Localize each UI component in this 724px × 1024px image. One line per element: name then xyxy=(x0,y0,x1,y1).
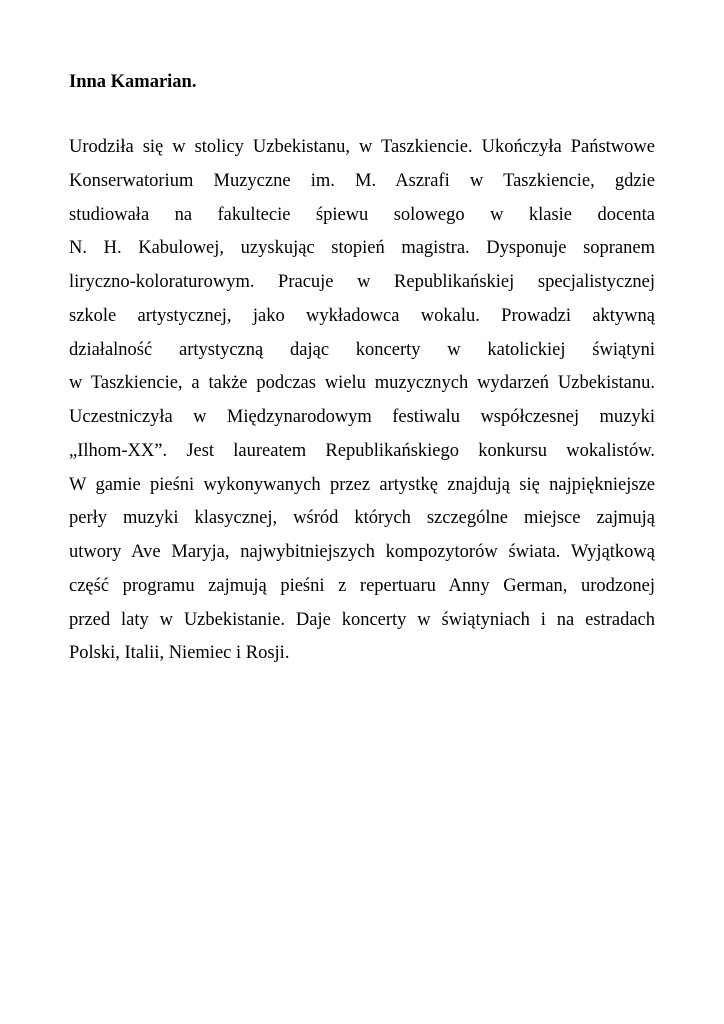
paragraph-line: przed laty w Uzbekistanie. Daje koncerty w świątyniach i na estradach xyxy=(69,609,655,630)
paragraph-line: perły muzyki klasycznej, wśród których szczególne miejsce zajmują xyxy=(69,508,655,529)
document-title: Inna Kamarian. xyxy=(69,72,197,92)
paragraph-line: studiowała na fakultecie śpiewu solowego w klasie docenta xyxy=(69,204,655,225)
paragraph-line: Konserwatorium Muzyczne im. M. Aszrafi w Taszkiencie, gdzie xyxy=(69,170,655,191)
paragraph-line: W gamie pieśni wykonywanych przez artystkę znajdują się najpiękniejsze xyxy=(69,474,655,495)
paragraph-line: Urodziła się w stolicy Uzbekistanu, w Taszkiencie. Ukończyła Państwowe xyxy=(69,137,655,157)
paragraph-line: utwory Ave Maryja, najwybitniejszych kompozytorów świata. Wyjątkową xyxy=(69,542,655,562)
paragraph-line: część programu zajmują pieśni z repertuaru Anny German, urodzonej xyxy=(69,575,655,596)
paragraph-line: działalność artystyczną dając koncerty w katolickiej świątyni xyxy=(69,339,655,360)
paragraph-line: Uczestniczyła w Międzynarodowym festiwalu współczesnej muzyki xyxy=(69,407,655,427)
paragraph-line: Polski, Italii, Niemiec i Rosji. xyxy=(69,643,290,664)
paragraph-line: N. H. Kabulowej, uzyskując stopień magistra. Dysponuje sopranem xyxy=(69,238,655,259)
paragraph-line: w Taszkiencie, a także podczas wielu muzycznych wydarzeń Uzbekistanu. xyxy=(69,373,655,394)
biography-paragraph xyxy=(69,135,655,675)
paragraph-line: liryczno-koloraturowym. Pracuje w Republikańskiej specjalistycznej xyxy=(69,272,655,292)
paragraph-line: szkole artystycznej, jako wykładowca wokalu. Prowadzi aktywną xyxy=(69,305,655,326)
paragraph-line: „Ilhom-XX”. Jest laureatem Republikańskiego konkursu wokalistów. xyxy=(69,440,655,461)
